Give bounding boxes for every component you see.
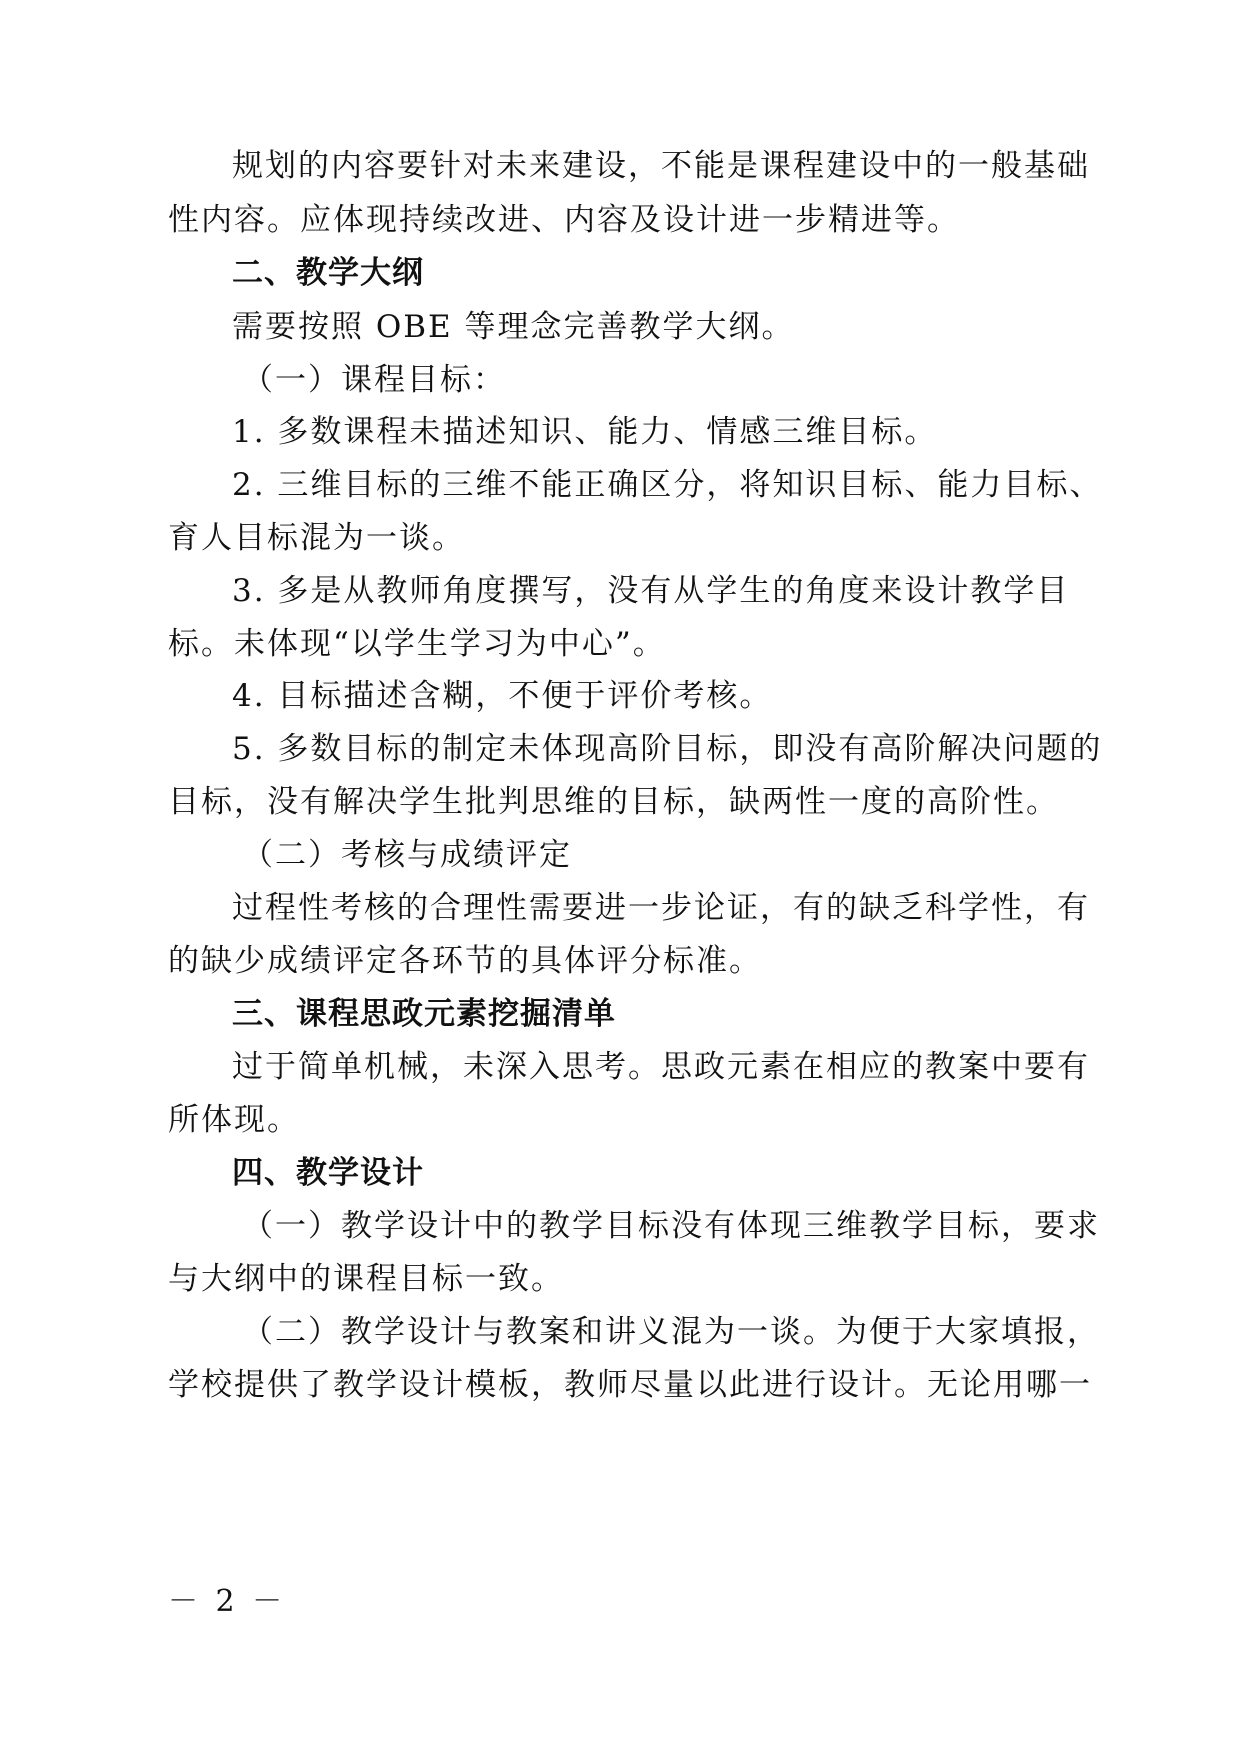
paragraph-line: 过于简单机械，未深入思考。思政元素在相应的教案中要有	[232, 1049, 1090, 1085]
paragraph-line: 学校提供了教学设计模板，教师尽量以此进行设计。无论用哪一	[168, 1367, 1092, 1403]
paragraph-line: 的缺少成绩评定各环节的具体评分标准。	[168, 943, 762, 979]
paragraph-line: （二）教学设计与教案和讲义混为一谈。为便于大家填报，	[242, 1314, 1100, 1350]
section-heading: 二、教学大纲	[232, 255, 424, 291]
page-number: － 2 －	[168, 1584, 287, 1619]
section-heading: 三、课程思政元素挖掘清单	[232, 996, 616, 1032]
list-item: 1. 多数课程未描述知识、能力、情感三维目标。	[232, 414, 938, 450]
list-item: 2. 三维目标的三维不能正确区分，将知识目标、能力目标、	[232, 467, 1103, 503]
list-item-continuation: 育人目标混为一谈。	[168, 520, 465, 556]
list-item-continuation: 标。未体现“以学生学习为中心”。	[168, 626, 666, 662]
subsection-heading: （二）考核与成绩评定	[242, 837, 572, 873]
list-item: 5. 多数目标的制定未体现高阶目标，即没有高阶解决问题的	[232, 731, 1103, 767]
paragraph-line: 性内容。应体现持续改进、内容及设计进一步精进等。	[168, 202, 960, 238]
paragraph-line: 规划的内容要针对未来建设，不能是课程建设中的一般基础	[232, 148, 1090, 184]
section-heading: 四、教学设计	[232, 1155, 424, 1191]
paragraph-line: （一）教学设计中的教学目标没有体现三维教学目标，要求	[242, 1208, 1100, 1244]
paragraph-line: 所体现。	[168, 1102, 300, 1138]
paragraph-line: 过程性考核的合理性需要进一步论证，有的缺乏科学性，有	[232, 890, 1090, 926]
subsection-heading: （一）课程目标：	[242, 362, 506, 398]
paragraph-line: 需要按照 OBE 等理念完善教学大纲。	[232, 309, 795, 345]
list-item: 4. 目标描述含糊，不便于评价考核。	[232, 678, 773, 714]
list-item-continuation: 目标，没有解决学生批判思维的目标，缺两性一度的高阶性。	[168, 784, 1059, 820]
paragraph-line: 与大纲中的课程目标一致。	[168, 1261, 564, 1297]
list-item: 3. 多是从教师角度撰写，没有从学生的角度来设计教学目	[232, 573, 1070, 609]
